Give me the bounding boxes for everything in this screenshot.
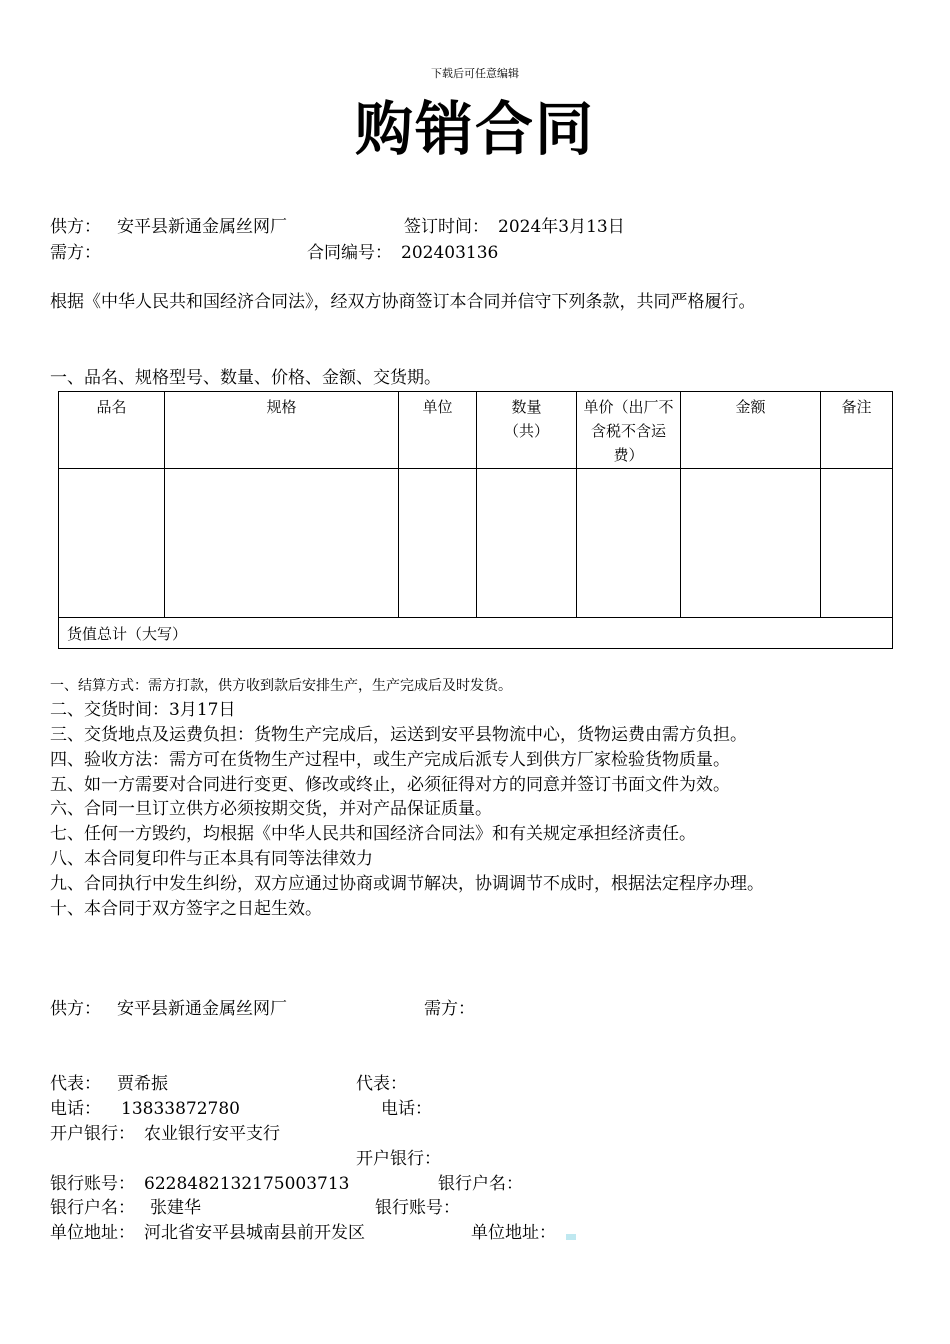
buyer-label: 需方：: [50, 243, 101, 263]
header-unit-price: 单价（出厂不含税不含运费）: [577, 392, 681, 469]
total-value-label: 货值总计（大写）: [59, 618, 893, 649]
contract-no-label: 合同编号：: [307, 243, 392, 263]
supplier-bank: 农业银行安平支行: [144, 1124, 280, 1144]
cell-remarks[interactable]: [821, 469, 893, 618]
header-product-name: 品名: [59, 392, 165, 469]
preamble: 根据《中华人民共和国经济合同法》，经双方协商签订本合同并信守下列条款，共同严格履行。: [50, 292, 756, 312]
sign-supplier-label: 供方：: [50, 999, 101, 1019]
download-note: 下载后可任意编辑: [431, 67, 519, 80]
clause-obligation: 六、合同一旦订立供方必须按期交货，并对产品保证质量。: [50, 799, 492, 819]
page-title: 购销合同: [354, 95, 595, 163]
supplier-rep: 贾希振: [117, 1074, 168, 1094]
supplier-account-no-label: 银行账号：: [50, 1174, 135, 1194]
clause-settlement: 一、结算方式：需方打款，供方收到款后安排生产，生产完成后及时发货。: [50, 678, 512, 694]
table-header-row: [59, 392, 893, 469]
supplier-account-name-label: 银行户名：: [50, 1198, 135, 1218]
cell-amount[interactable]: [681, 469, 821, 618]
text-cursor-marker: [566, 1234, 576, 1240]
buyer-address-label: 单位地址：: [471, 1223, 556, 1243]
supplier-address: 河北省安平县城南县前开发区: [144, 1223, 365, 1243]
table-total-row: [59, 618, 893, 649]
clause-delivery-time: 二、交货时间：3月17日: [50, 700, 236, 720]
header-unit: 单位: [399, 392, 477, 469]
supplier-address-label: 单位地址：: [50, 1223, 135, 1243]
supplier-name: 安平县新通金属丝网厂: [117, 217, 287, 237]
clause-effective: 十、本合同于双方签字之日起生效。: [50, 899, 322, 919]
contract-no: 202403136: [401, 243, 499, 263]
supplier-account-name: 张建华: [150, 1198, 201, 1218]
clause-dispute: 九、合同执行中发生纠纷，双方应通过协商或调节解决，协调调节不成时，根据法定程序办理。: [50, 874, 764, 894]
cell-unit[interactable]: [399, 469, 477, 618]
supplier-phone-label: 电话：: [50, 1099, 101, 1119]
header-quantity: 数量（共）: [477, 392, 577, 469]
sign-supplier-name: 安平县新通金属丝网厂: [117, 999, 287, 1019]
sign-date-label: 签订时间：: [404, 217, 489, 237]
section-heading-goods: 一、品名、规格型号、数量、价格、金额、交货期。: [50, 368, 441, 388]
supplier-account-no: 6228482132175003713: [144, 1174, 350, 1194]
supplier-rep-label: 代表：: [50, 1074, 101, 1094]
clause-inspection: 四、验收方法：需方可在货物生产过程中，或生产完成后派专人到供方厂家检验货物质量。: [50, 750, 730, 770]
clause-delivery-place: 三、交货地点及运费负担：货物生产完成后，运送到安平县物流中心，货物运费由需方负担。: [50, 725, 747, 745]
supplier-phone: 13833872780: [121, 1099, 240, 1119]
table-row: [59, 469, 893, 618]
header-spec: 规格: [165, 392, 399, 469]
supplier-label: 供方：: [50, 217, 101, 237]
buyer-account-name-label: 银行户名：: [438, 1174, 523, 1194]
buyer-rep-label: 代表：: [356, 1074, 407, 1094]
sign-buyer-label: 需方：: [424, 999, 475, 1019]
clause-breach: 七、任何一方毁约，均根据《中华人民共和国经济合同法》和有关规定承担经济责任。: [50, 824, 696, 844]
clause-copy-validity: 八、本合同复印件与正本具有同等法律效力: [50, 849, 373, 869]
cell-spec[interactable]: [165, 469, 399, 618]
cell-product-name[interactable]: [59, 469, 165, 618]
goods-table: [58, 391, 893, 649]
buyer-bank-label: 开户银行：: [356, 1149, 441, 1169]
clause-modification: 五、如一方需要对合同进行变更、修改或终止，必须征得对方的同意并签订书面文件为效。: [50, 775, 730, 795]
header-amount: 金额: [681, 392, 821, 469]
cell-quantity[interactable]: [477, 469, 577, 618]
buyer-phone-label: 电话：: [381, 1099, 432, 1119]
supplier-bank-label: 开户银行：: [50, 1124, 135, 1144]
sign-date: 2024年3月13日: [498, 217, 625, 237]
buyer-account-no-label: 银行账号：: [375, 1198, 460, 1218]
cell-unit-price[interactable]: [577, 469, 681, 618]
header-remarks: 备注: [821, 392, 893, 469]
